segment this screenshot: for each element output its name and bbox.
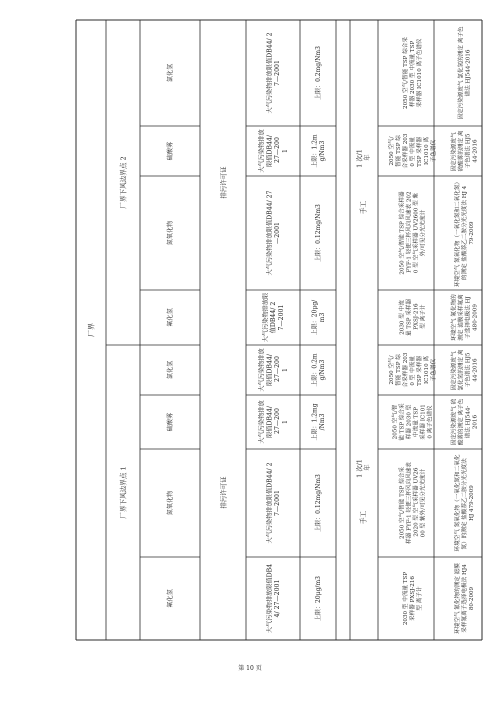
analysis-cell-text: 环境空气 氮氧化物（一氧化氮和二氧化氮）的测定 盐酸萘乙二胺分光光度法 HJ 479-2009 [454, 178, 475, 288]
frequency-cell-text: 1 次/1 年 [355, 457, 372, 478]
limit-cell-text: 上限：0.2mg/Nm3 [311, 353, 326, 387]
analysis-cell [449, 349, 478, 390]
equipment-cell [397, 462, 426, 544]
limit-cell [314, 46, 322, 100]
limit-cell [314, 576, 322, 621]
pollutant-cell-text: 氯化氢 [167, 63, 175, 83]
pollutant-cell [166, 361, 174, 380]
equipment-cell-text: 2050 空气/智能 TSP 综合采样器 FYF-1 轻便三杯风向风速表 2020 型 空气采样器 UV2600 型 紫外/可见分光光度计 [399, 462, 427, 544]
equipment-cell-text: 2050 空气/智能 TSP 综合采样器 FYF-1 轻便三杯风向风速表 2020 型 空气采样器 UV2600 型 紫外/可见分光光度计 [399, 191, 427, 275]
pollutant-cell-text: 氯化氢 [167, 360, 175, 380]
basis-cell [218, 476, 227, 509]
pollutant-cell-text: 氟化氢 [167, 589, 175, 608]
limit-cell [314, 474, 322, 532]
analysis-cell [449, 398, 478, 445]
point-cell [118, 466, 127, 518]
analysis-cell-text: 固定污染源废气 硫酸雾的测定 离子色谱法 HJ544-2016 [451, 130, 479, 172]
frequency-cell [354, 147, 371, 168]
equipment-cell [397, 191, 426, 275]
analysis-cell [456, 26, 471, 119]
method-cell [358, 511, 367, 525]
equipment-cell [390, 403, 433, 441]
standard-cell-text: 大气污染物排放限值DB44/ 27—2001 [266, 32, 282, 114]
limit-cell [310, 299, 326, 335]
standard-cell [258, 348, 289, 391]
limit-cell-text: 上限：20μg/m3 [315, 576, 323, 621]
pollutant-cell-text: 氮氧化物 [167, 220, 175, 246]
limit-cell-text: 上限：0.12mg/Nm3 [315, 474, 323, 532]
limit-cell-text: 上限：0.2mg/Nm3 [315, 46, 323, 100]
method-cell-text: 手工 [359, 510, 368, 525]
method-cell-text: 手工 [359, 200, 368, 215]
analysis-cell-text: 固定污染源废气 硫酸雾的测定 离子色谱法 HJ544-2016 [451, 398, 479, 446]
analysis-cell-text: 环境空气 氟化物的测定 滤膜采样氟离子选择电极法 HJ480-2009 [454, 563, 475, 634]
standard-cell-text: 大气污染物排放限值DB44/ 27—2001 [258, 129, 289, 173]
limit-cell [314, 204, 322, 262]
equipment-cell [397, 298, 426, 336]
equipment-cell-text: 2030 型 中流量 TSP 采样器 PXSJ-216 型 离子计 [402, 571, 423, 626]
standard-cell-text: 大气污染物排放限值DB44/ 27—2001 [266, 563, 282, 634]
standard-cell [265, 462, 281, 543]
analysis-cell [453, 179, 475, 287]
pollutant-cell [166, 413, 174, 432]
pollutant-cell [166, 308, 174, 327]
standard-cell [265, 190, 281, 275]
analysis-cell-text: 环境空气 氟化物的测定 滤膜采样氟离子选择电极法 HJ480-2009 [451, 294, 479, 341]
analysis-cell-text: 环境空气 氮氧化物（一氧化氮和二氧化氮）的测定 盐酸萘乙二胺分光光度法 HJ 479-2009 [454, 454, 475, 552]
pollutant-cell [166, 589, 174, 608]
standard-cell-text: 大气污染物排放限值DB44/ 27—2001 [258, 400, 289, 444]
analysis-cell [449, 294, 478, 341]
analysis-cell [453, 563, 475, 634]
standard-cell [258, 129, 289, 172]
pollutant-cell-text: 氮氧化物 [167, 490, 175, 516]
limit-cell-text: 上限：0.12mg/Nm3 [315, 204, 323, 262]
standard-cell-text: 大气污染物排放限值DB44/ 27—2001 [266, 462, 282, 544]
analysis-cell-text: 固定污染源废气 氯化氢的测定 离子色谱法 HJ544-2016 [458, 26, 472, 120]
standard-cell [265, 32, 281, 113]
limit-cell-text: 上限：20μg/m3 [311, 299, 326, 336]
table-body [86, 26, 478, 634]
group-cell-text: 厂界 [87, 323, 96, 337]
equipment-cell-text: 2030 型 中流量 TSP 采样器 PXSJ-216 型 离子计 [399, 298, 427, 337]
frequency-cell-text: 1 次/1 年 [355, 147, 372, 168]
equipment-cell [387, 352, 437, 387]
equipment-cell [401, 37, 423, 109]
standard-cell-text: 大气污染物排放限值DB44/ 27—2001 [266, 190, 282, 276]
method-cell [358, 201, 367, 215]
limit-cell [310, 403, 326, 440]
equipment-cell [401, 572, 423, 626]
analysis-cell [449, 130, 478, 171]
equipment-cell-text: 2050 空气/智能 TSP 综合采样器 2030 型 中流量 TSP 采样器 IC1010 离子色谱仪 [388, 352, 437, 388]
standard-cell [261, 293, 285, 343]
pollutant-cell-text: 硫酸雾 [167, 141, 175, 161]
basis-cell-text: 排污许可证 [219, 476, 228, 509]
standard-cell-text: 大气污染物排放限值DB44/ 27—2001 [258, 348, 289, 392]
limit-cell [310, 134, 326, 168]
point-cell-text: 厂界下风边界点 2 [119, 156, 128, 209]
equipment-cell-text: 2050 空气/智能 TSP 综合采样器 2030 型 中流量 TSP 采样器 IC1010 离子色谱仪 [392, 403, 434, 441]
pollutant-cell [166, 64, 174, 83]
pollutant-cell [166, 221, 174, 246]
pollutant-cell [166, 142, 174, 161]
analysis-cell-text: 固定污染源废气 氯化氢的测定 离子色谱法 HJ544-2016 [451, 349, 479, 391]
frequency-cell [354, 457, 371, 478]
point-cell-text: 厂界下风边界点 1 [119, 466, 128, 519]
equipment-cell-text: 2050 空气/智能 TSP 综合采样器 2030 型 中流量 TSP 采样器 IC1010 离子色谱仪 [402, 37, 423, 109]
equipment-cell [387, 133, 437, 168]
standard-cell-text: 大气污染物排放限值DB44/ 27—2001 [262, 292, 285, 343]
page-number: 第 10 页 [238, 665, 262, 672]
group-cell [86, 323, 95, 337]
standard-cell [258, 400, 289, 443]
pollutant-cell-text: 氟化氢 [167, 308, 175, 327]
equipment-cell-text: 2050 空气/智能 TSP 综合采样器 2030 型 中流量 TSP 采样器 IC1010 离子色谱仪 [388, 133, 437, 169]
standard-cell [265, 564, 281, 633]
pollutant-cell [166, 491, 174, 516]
basis-cell [218, 166, 227, 199]
basis-cell-text: 排污许可证 [219, 166, 228, 199]
limit-cell-text: 上限：1.2mg/Nm3 [311, 403, 326, 441]
limit-cell-text: 上限：1.2mg/Nm3 [311, 134, 326, 168]
pollutant-cell-text: 硫酸雾 [167, 412, 175, 432]
point-cell [118, 156, 127, 208]
analysis-cell [453, 454, 475, 551]
limit-cell [310, 353, 326, 387]
